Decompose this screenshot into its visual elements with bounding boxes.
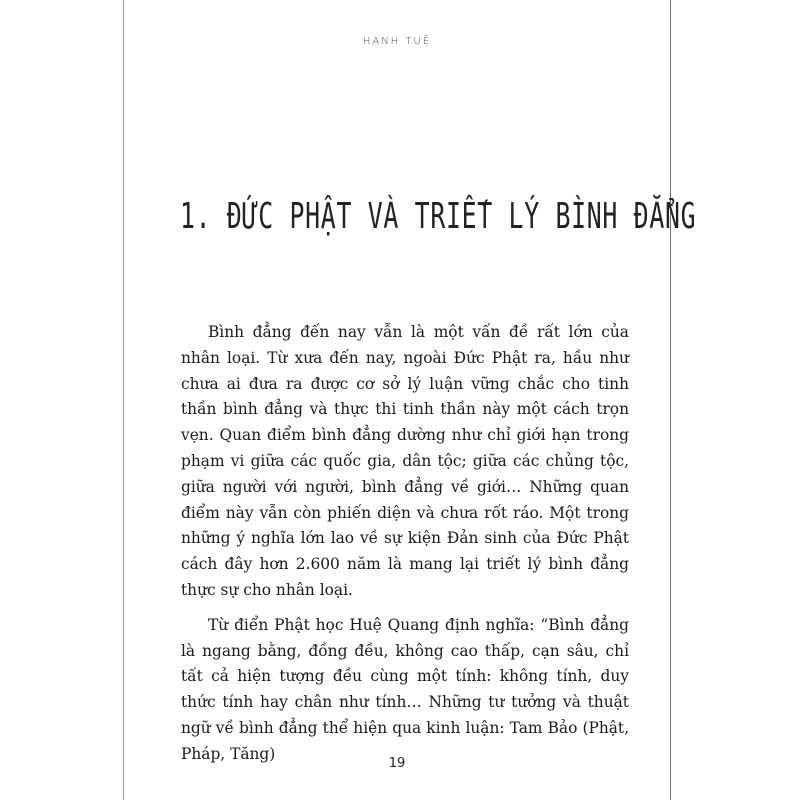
body-text — [181, 320, 629, 777]
running-head: HẠNH TUỆ — [362, 36, 432, 47]
paragraph-1: Bình đẳng đến nay vẫn là một vấn đề rất lớn của nhân loại. Từ xưa đến nay, ngoài Đức Phật ra, hầu như chưa ai đưa ra được cơ sở lý luận vững chắc cho tinh thần bình đẳng và thực thi tinh thần này một cách trọn vẹn. Quan điểm bình đẳng dường như chỉ giới hạn trong phạm vi giữa các quốc gia, dân tộc; giữa các chủng tộc, giữa người với người, bình đẳng về giới… Những quan điểm này vẫn còn phiến diện và chưa rốt ráo. Một trong những ý nghĩa lớn lao về sự kiện Đản sinh của Đức Phật cách đây hơn 2.600 năm là mang lại triết lý bình đẳng thực sự cho nhân loại. — [181, 323, 629, 599]
paragraph-2: Từ điển Phật học Huệ Quang định nghĩa: “Bình đẳng là ngang bằng, đồng đều, không cao thấp, cạn sâu, chỉ tất cả hiện tượng đều cùng một tính: không tính, duy thức tính hay chân như tính… Những tư tưởng và thuật ngữ về bình đẳng thể hiện qua kinh luận: Tam Bảo (Phật, Pháp, Tăng) — [181, 615, 629, 763]
book-page — [123, 0, 697, 800]
chapter-title: 1. ĐỨC PHẬT VÀ TRIẾT LÝ BÌNH ĐẲNG — [180, 196, 697, 237]
page-number: 19 — [388, 756, 406, 771]
